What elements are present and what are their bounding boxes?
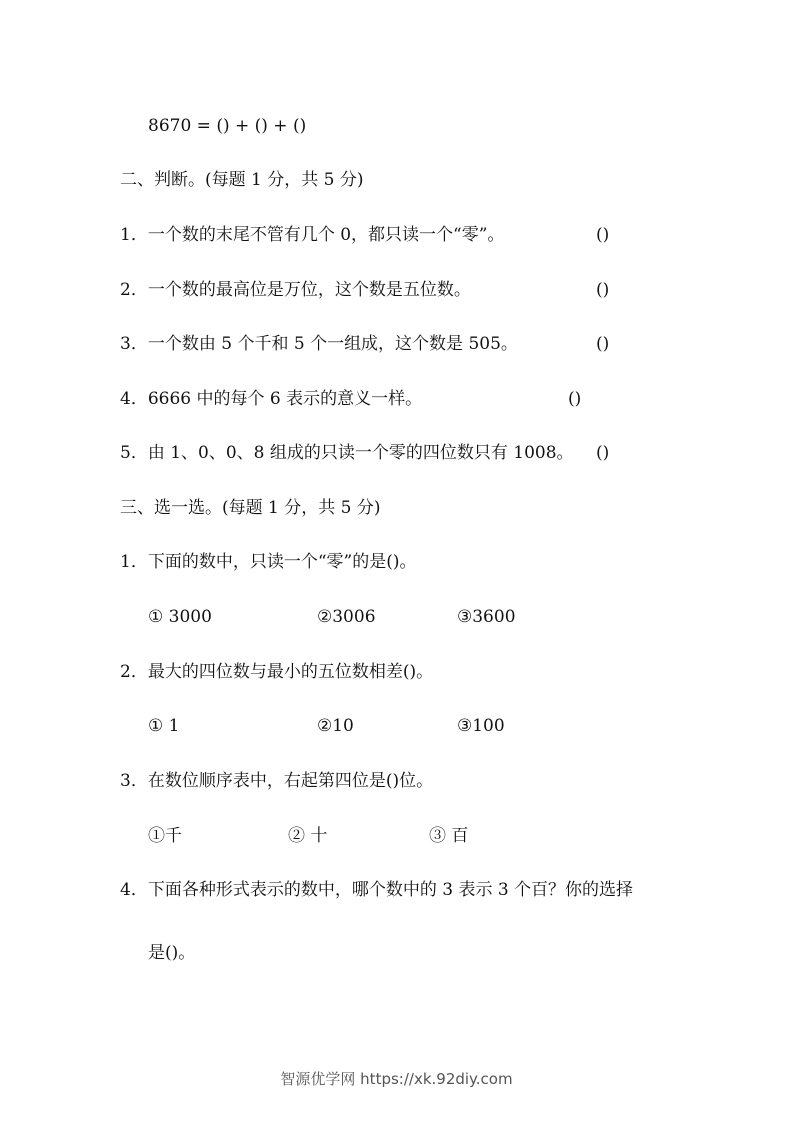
section-2-title: 二、判断。(每题 1 分，共 5 分): [120, 170, 364, 190]
choice-q1-option-1[interactable]: ① 3000: [148, 607, 212, 627]
choice-q1-option-3[interactable]: ③3600: [457, 607, 516, 627]
choice-q3-option-2[interactable]: ② 十: [288, 826, 328, 846]
choice-q1-option-2[interactable]: ②3006: [317, 607, 376, 627]
judge-item-5: 5．由 1、0、0、8 组成的只读一个零的四位数只有 1008。: [120, 443, 574, 463]
choice-q2: 2．最大的四位数与最小的五位数相差()。: [120, 662, 434, 682]
section-3-title: 三、选一选。(每题 1 分，共 5 分): [120, 498, 381, 518]
footer-watermark: 智源优学网 https://xk.92diy.com: [280, 1070, 513, 1088]
choice-q3: 3．在数位顺序表中，右起第四位是()位。: [120, 771, 434, 791]
choice-q3-option-1[interactable]: ①千: [148, 826, 182, 846]
judge-item-1: 1．一个数的末尾不管有几个 0，都只读一个“零”。: [120, 225, 505, 245]
choice-q2-option-1[interactable]: ① 1: [148, 716, 180, 736]
judge-item-4: 4．6666 中的每个 6 表示的意义一样。: [120, 389, 423, 409]
choice-q3-option-3[interactable]: ③ 百: [429, 826, 469, 846]
judge-item-3: 3．一个数由 5 个千和 5 个一组成，这个数是 505。: [120, 334, 518, 354]
choice-q4-continuation: 是()。: [148, 943, 196, 963]
judge-item-2: 2．一个数的最高位是万位，这个数是五位数。: [120, 280, 471, 300]
judge-item-3-blank[interactable]: (): [596, 334, 610, 354]
choice-q4: 4．下面各种形式表示的数中，哪个数中的 3 表示 3 个百？你的选择: [120, 880, 634, 900]
judge-item-1-blank[interactable]: (): [596, 225, 610, 245]
judge-item-4-blank[interactable]: (): [568, 389, 582, 409]
choice-q1: 1．下面的数中，只读一个“零”的是()。: [120, 552, 417, 572]
judge-item-5-blank[interactable]: (): [596, 443, 610, 463]
equation: 8670 = () + () + (): [148, 116, 307, 136]
choice-q2-option-3[interactable]: ③100: [457, 716, 505, 736]
judge-item-2-blank[interactable]: (): [596, 280, 610, 300]
choice-q2-option-2[interactable]: ②10: [317, 716, 354, 736]
